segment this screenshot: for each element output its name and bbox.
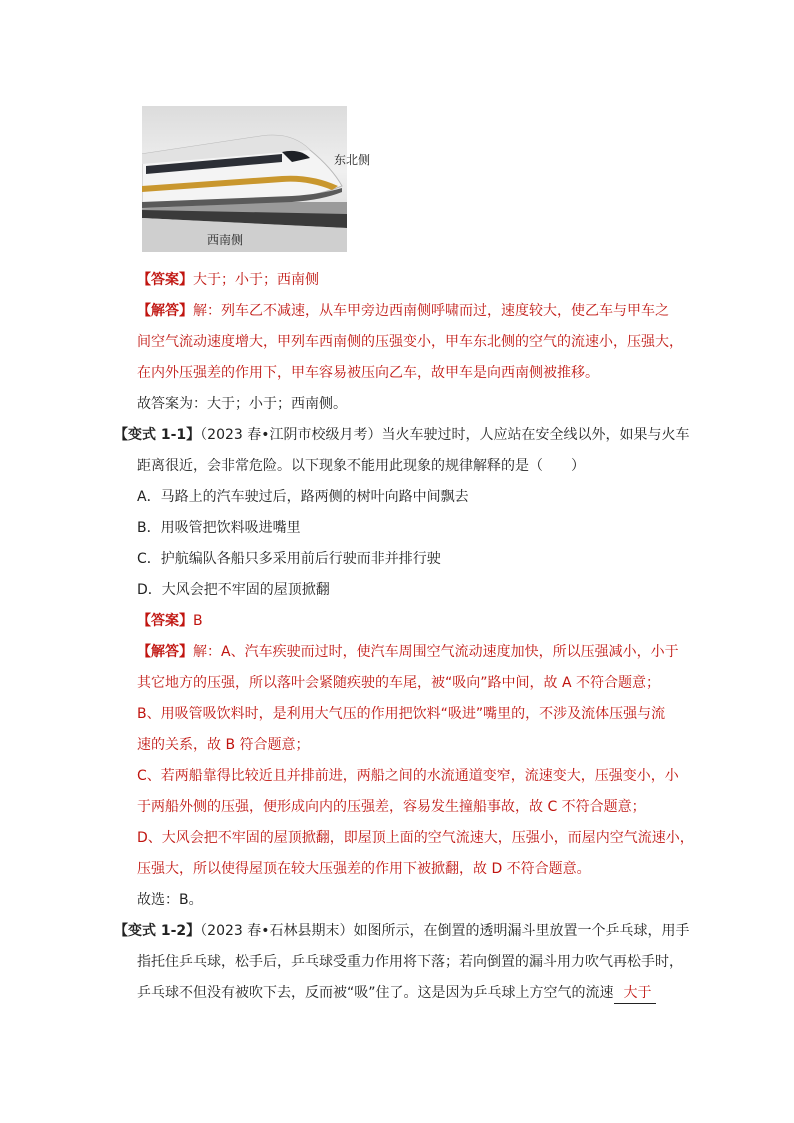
explain-line: C、若两船靠得比较近且并排前进，两船之间的水流通道变窄，流速变大，压强变小，小: [137, 768, 679, 784]
label-northeast: 东北侧: [334, 153, 371, 167]
main-answer-line: [137, 270, 319, 290]
q1-tag: 【变式 1-1】: [114, 427, 201, 443]
explain-line: 在内外压强差的作用下，甲车容易被压向乙车，故甲车是向西南侧被推移。: [137, 365, 599, 381]
q2-blank-answer: 大于: [614, 983, 656, 1004]
explain-line: D、大风会把不牢固的屋顶掀翻，即屋顶上面的空气流速大，压强小，而屋内空气流速小，: [137, 830, 694, 846]
q2-stem: （2023 春•石林县期末）如图所示，在倒置的透明漏斗里放置一个乒乓球，用手: [200, 923, 690, 939]
q1-option-d: D．大风会把不牢固的屋顶掀翻: [137, 582, 330, 598]
final-answer: 故选：B。: [137, 892, 203, 908]
q2-tag: 【变式 1-2】: [114, 923, 201, 939]
q1-stem: （2023 春•江阴市校级月考）当火车驶过时，人应站在安全线以外，如果与火车: [200, 427, 690, 443]
explain-tag: 【解答】: [137, 644, 193, 660]
q1-option-b: B．用吸管把饮料吸进嘴里: [137, 520, 301, 536]
answer-tag: 【答案】: [137, 613, 193, 629]
explain-line: 间空气流动速度增大，甲列车西南侧的压强变小，甲车东北侧的空气的流速小，压强大，: [137, 334, 683, 350]
answer-tag: 【答案】: [137, 272, 193, 288]
q1-option-a: A．马路上的汽车驶过后，路两侧的树叶向路中间飘去: [137, 489, 469, 505]
explain-tag: 【解答】: [137, 303, 193, 319]
q2-stem-line: [114, 921, 690, 941]
q1-option-c: C．护航编队各船只多采用前后行驶而非并排行驶: [137, 551, 441, 567]
q1-answer-line: [137, 611, 203, 631]
main-explain-line: [137, 301, 669, 321]
explain-line: 压强大，所以使得屋顶在较大压强差的作用下被掀翻，故 D 不符合题意。: [137, 861, 591, 877]
train-illustration: [142, 106, 347, 252]
explain-line: 于两船外侧的压强，便形成向内的压强差，容易发生撞船事故，故 C 不符合题意；: [137, 799, 646, 815]
explain-line: 其它地方的压强，所以落叶会紧随疾驶的车尾，被“吸向”路中间，故 A 不符合题意；: [137, 675, 660, 691]
train-figure: [142, 106, 347, 252]
label-southwest: 西南侧: [207, 233, 244, 247]
answer-text: B: [193, 613, 203, 629]
q2-stem-line: 指托住乒乓球，松手后，乒乓球受重力作用将下落；若向倒置的漏斗用力吹气再松手时，: [137, 954, 683, 970]
explain-line: B、用吸管吸饮料时，是利用大气压的作用把饮料“吸进”嘴里的，不涉及流体压强与流: [137, 706, 666, 722]
final-answer: 故答案为：大于；小于；西南侧。: [137, 396, 347, 412]
explain-line: 解：A、汽车疾驶而过时，使汽车周围空气流动速度加快，所以压强减小，小于: [193, 644, 679, 660]
explain-line: 解：列车乙不减速，从车甲旁边西南侧呼啸而过，速度较大，使乙车与甲车之: [193, 303, 669, 319]
q2-stem: 乒乓球不但没有被吹下去，反而被“吸”住了。这是因为乒乓球上方空气的流速: [137, 985, 614, 1001]
q1-stem-line: 距离很近，会非常危险。以下现象不能用此现象的规律解释的是（ ）: [137, 458, 585, 474]
q2-stem-line: [137, 983, 656, 1004]
q1-explain-line: [137, 642, 679, 662]
q1-stem-line: [114, 425, 690, 445]
explain-line: 速的关系，故 B 符合题意；: [137, 737, 310, 753]
answer-text: 大于；小于；西南侧: [193, 272, 319, 288]
